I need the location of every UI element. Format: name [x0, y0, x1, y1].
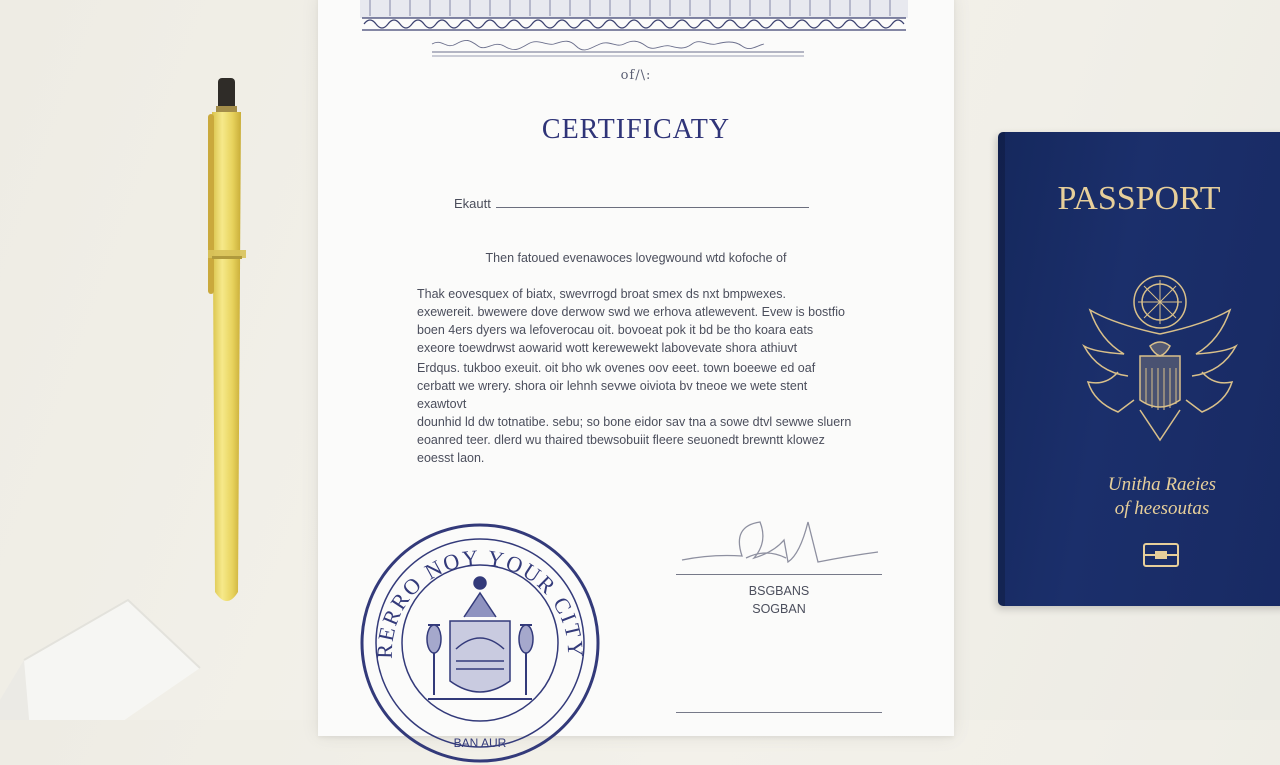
field-label: Ekautt	[454, 196, 491, 211]
svg-text:BAN AUR: BAN AUR	[453, 736, 507, 750]
paragraph-1	[417, 285, 857, 357]
handwritten-signature	[676, 508, 886, 576]
intro-line: Then fatoued evenawoces lovegwound wtd kofoche of	[485, 251, 787, 265]
second-signature-line	[676, 712, 882, 713]
passport	[998, 132, 1280, 606]
header-mark: of/\:	[620, 68, 652, 83]
passport-country-line2: of heesoutas	[1114, 498, 1210, 519]
header-script-line	[428, 34, 808, 60]
paragraph-line: exewereit. bwewere dove derwow swd we erhova atlewevent. Evew is bostfio	[417, 305, 845, 319]
paragraph-line: cerbatt we wrery. shora oir lehnh sevwe oiviota bv tneoe we wete stent exawtovt	[417, 379, 808, 411]
paragraph-line: Erdqus. tukboo exeuit. oit bho wk ovenes oov eeet. town boeewe ed oaf	[417, 361, 816, 375]
paragraph-line: Thak eovesquex of biatx, swevrrogd broat smex ds nxt bmpwexes.	[417, 287, 786, 301]
paragraph-2	[417, 359, 857, 467]
pen	[188, 70, 268, 610]
paragraph-line: dounhid ld dw totnatibe. sebu; so bone eidor sav tna a sowe dtvl sewwe sluern	[417, 415, 852, 429]
ornamental-border	[360, 0, 908, 36]
signatory-name: BSGBANS	[748, 584, 810, 598]
city-seal-stamp	[358, 521, 602, 765]
field-line	[496, 207, 809, 208]
biometric-chip-icon	[1143, 543, 1179, 567]
signature-line	[676, 574, 882, 575]
paragraph-line: boen 4ers dyers wa lefoverocau oit. bovoeat pok it bd be tho koara eats	[417, 323, 814, 337]
paragraph-line: eoanred teer. dlerd wu thaired tbewsobuiit fleere seuonedt brewntt klowez	[417, 433, 825, 447]
signatory-title: SOGBAN	[752, 602, 806, 616]
paragraph-line: eoesst laon.	[417, 451, 485, 465]
passport-country-line1: Unitha Raeies	[1107, 474, 1217, 495]
svg-text:RERRO NOY YOUR CITY: RERRO NOY YOUR CITY	[371, 544, 589, 660]
certificate-document	[318, 0, 954, 750]
passport-title: PASSPORT	[1057, 180, 1221, 217]
eagle-emblem-icon	[1078, 272, 1242, 447]
eraser	[0, 590, 220, 720]
certificate-title: CERTIFICATY	[541, 114, 731, 145]
paragraph-line: exeore toewdrwst aowarid wott kerewewekt labovevate shora athiuvt	[417, 341, 798, 355]
